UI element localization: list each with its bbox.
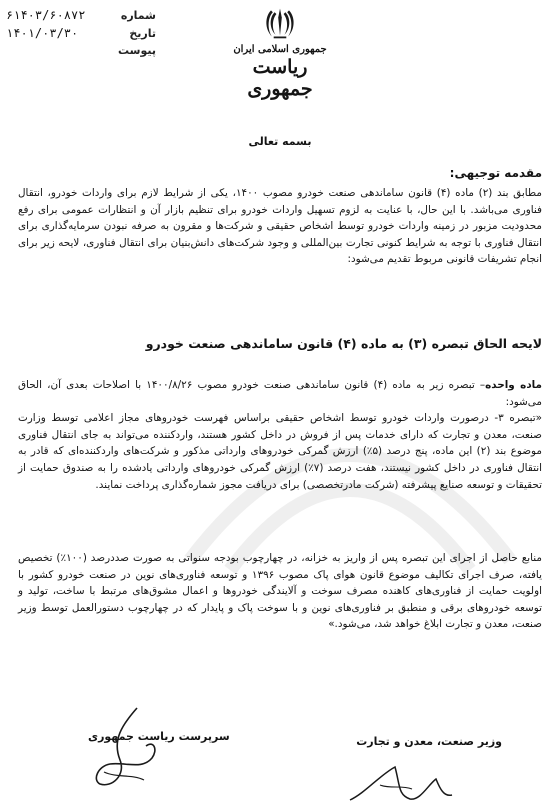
reference-block	[6, 8, 156, 62]
attachment-row	[6, 44, 156, 62]
basmala: بسمه تعالی	[248, 135, 312, 148]
letter-date-row	[6, 26, 156, 44]
minister-signature	[340, 755, 460, 810]
article-block	[18, 377, 542, 493]
bill-title: لایحه الحاق تبصره (۳) به ماده (۴) قانون ساماندهی صنعت خودرو	[145, 336, 542, 351]
acting-president-title: سرپرست ریاست جمهوری	[88, 730, 230, 743]
funds-paragraph: منابع حاصل از اجرای این تبصره پس از واریز به خزانه، در چهارچوب بودجه سنواتی به صورت صددرصد (۱۰۰٪) تخصیص یافته، صرف اجرای تکالیف موضوع قانون هوای پاک مصوب ۱۳۹۶ و توسعه فناوری‌های نوین در صنعت خودرو کشور با اولویت حمایت از فناوری‌های کاهنده مصرف سوخت و آلایندگی خودروها و اعمال مشوق‌های مرتبط با ساخت، تولید و توسعه خودروهای برقی و منطبق بر فناوری‌های نوین و با سوخت پاک و پایدار که در چهارچوب دستورالعمل توسط وزیر صنعت، معدن و تجارت ابلاغ خواهد شد، می‌شود.»	[18, 552, 542, 631]
note-text: «تبصره ۳- درصورت واردات خودرو توسط اشخاص حقیقی براساس فهرست خودروهای مجاز اعلامی توسط وزارت صنعت، معدن و تجارت که دارای خدمات پس از فروش در داخل کشور هستند، واردکننده می‌تواند به جای انتقال فناوری موضوع بند (۲) این ماده، پنج درصد (۵٪) ارزش گمرکی خودروهای وارداتی مذکور و شرکت‌های واردکننده‌ای که قادر به انتقال فناوری در داخل کشور نیستند، هفت درصد (۷٪) ارزش گمرکی خودروهای وارداتی یادشده را به صندوق حمایت از تحقیقات و توسعه صنایع پیشرفته (شرکت مادرتخصصی) برای دریافت مجوز شماره‌گذاری پرداخت نمایند.	[18, 412, 543, 491]
office-title: ریاست جمهوری	[247, 56, 313, 100]
iran-emblem-icon	[262, 4, 298, 42]
article-label: ماده واحده	[485, 379, 542, 391]
date-label: تاریخ	[129, 27, 156, 40]
acting-president-signature	[82, 700, 172, 795]
republic-name: جمهوری اسلامی ایران	[233, 44, 327, 55]
letter-number-row	[6, 8, 156, 26]
letterhead	[220, 4, 340, 100]
attachment-label: پیوست	[118, 44, 156, 57]
number-value: ۶۱۴۰۳/۶۰۸۷۲	[6, 8, 86, 22]
minister-title: وزیر صنعت، معدن و تجارت	[356, 735, 502, 748]
article-text: – تبصره زیر به ماده (۴) قانون ساماندهی صنعت خودرو مصوب ۱۴۰۰/۸/۲۶ با اصلاحات بعدی آن، الحاق می‌شود:	[18, 379, 542, 408]
intro-paragraph: مطابق بند (۲) ماده (۴) قانون ساماندهی صنعت خودرو مصوب ۱۴۰۰، یکی از شرایط لازم برای واردات خودرو، انتقال فناوری می‌باشد. با این حال، با عنایت به لزوم تسهیل واردات خودرو برای تنظیم بازار آن و انتظارات عمومی برای رفع محدودیت مزبور در زمینه واردات خودرو توسط اشخاص حقیقی و شرکت‌ها و مقرون به صرفه نبودن سرمایه‌گذاری برای انتقال فناوری با توجه به شرایط کنونی تجارت بین‌المللی و وجود شرکت‌های دانش‌بنیان برای انتقال فناوری، لایحه زیر برای انجام تشریفات قانونی مربوط تقدیم می‌شود:	[18, 187, 542, 266]
date-value: ۱۴۰۱/۰۳/۳۰	[6, 26, 79, 40]
intro-heading: مقدمه توجیهی:	[449, 166, 542, 180]
number-label: شماره	[120, 9, 156, 22]
